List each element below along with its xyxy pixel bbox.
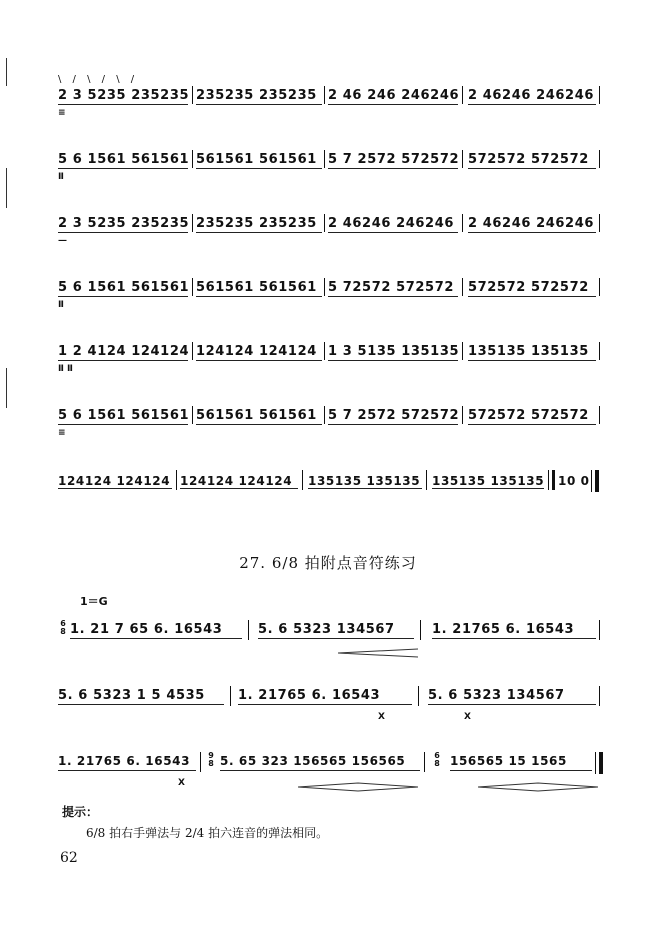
barline xyxy=(462,278,463,296)
final-barline xyxy=(595,752,596,774)
measure: 5 6 1561 561561 xyxy=(58,408,190,423)
measure: 2 46 246 246246 xyxy=(328,88,460,103)
measure: 5. 6 5323 134567 xyxy=(428,688,565,703)
beam-line xyxy=(58,168,188,169)
beam-line xyxy=(428,704,596,705)
beam-line xyxy=(220,770,420,771)
binding-edge-mark xyxy=(6,368,7,408)
barline xyxy=(548,470,549,490)
beam-line xyxy=(196,232,322,233)
beam-line xyxy=(58,704,224,705)
barline xyxy=(248,620,249,640)
measure: 135135 135135 xyxy=(308,474,421,488)
barline xyxy=(192,150,193,168)
measure: 572572 572572 xyxy=(468,152,589,167)
measure: 1. 21765 6. 16543 xyxy=(58,754,191,768)
crescendo-hairpin xyxy=(298,782,418,792)
repeat-barline xyxy=(552,470,555,490)
beam-line xyxy=(58,424,188,425)
fingering-marks: \ / \ / \ / xyxy=(58,74,139,85)
measure: 1 2 4124 124124 xyxy=(58,344,190,359)
measure: 124124 124124 xyxy=(58,474,171,488)
technique-mark: Ⅱ xyxy=(58,300,64,310)
beam-line xyxy=(180,488,298,489)
score-row xyxy=(58,146,608,180)
beam-line xyxy=(196,360,322,361)
beam-line xyxy=(196,424,322,425)
beam-line xyxy=(70,638,242,639)
score-row xyxy=(58,618,608,652)
measure: 235235 235235 xyxy=(196,216,317,231)
beam-line xyxy=(58,360,188,361)
barline xyxy=(599,686,600,706)
measure: 5 6 1561 561561 xyxy=(58,152,190,167)
beam-line xyxy=(258,638,414,639)
page-number: 62 xyxy=(60,850,78,866)
beam-line xyxy=(196,104,322,105)
measure: 124124 124124 xyxy=(180,474,293,488)
beam-line xyxy=(238,704,412,705)
beam-line xyxy=(450,770,592,771)
measure: 572572 572572 xyxy=(468,408,589,423)
accent-x-mark: X xyxy=(378,712,385,722)
beam-line xyxy=(196,168,322,169)
beam-line xyxy=(328,232,458,233)
barline xyxy=(324,214,325,232)
measure: 235235 235235 xyxy=(196,88,317,103)
barline xyxy=(599,278,600,296)
score-row xyxy=(58,210,608,244)
technique-mark: Ⅱ Ⅱ xyxy=(58,364,73,374)
measure: 2 46246 246246 xyxy=(468,216,594,231)
barline xyxy=(599,150,600,168)
score-row xyxy=(58,750,608,788)
accent-x-mark: X xyxy=(464,712,471,722)
final-barline-thick xyxy=(595,470,599,492)
score-row xyxy=(58,402,608,436)
measure: 2 46246 246246 xyxy=(328,216,454,231)
beam-line xyxy=(468,424,596,425)
score-row xyxy=(58,468,608,502)
beam-line xyxy=(432,488,544,489)
barline xyxy=(324,278,325,296)
beam-line xyxy=(328,104,458,105)
barline xyxy=(192,342,193,360)
beam-line xyxy=(432,638,596,639)
measure: 124124 124124 xyxy=(196,344,317,359)
barline xyxy=(324,342,325,360)
technique-mark: — xyxy=(58,236,67,246)
barline xyxy=(324,86,325,104)
key-signature: 1＝G xyxy=(80,595,108,608)
measure: 5 7 2572 572572 xyxy=(328,152,460,167)
measure: 572572 572572 xyxy=(468,280,589,295)
tip-text: 6/8 拍右手弹法与 2/4 拍六连音的弹法相同。 xyxy=(86,826,329,840)
tip-label: 提示： xyxy=(62,805,99,819)
measure: 5 7 2572 572572 xyxy=(328,408,460,423)
crescendo-hairpin xyxy=(338,648,418,658)
beam-line xyxy=(196,296,322,297)
barline xyxy=(192,406,193,424)
measure: 2 46246 246246 xyxy=(468,88,594,103)
barline xyxy=(599,86,600,104)
barline xyxy=(418,686,419,706)
barline xyxy=(324,406,325,424)
crescendo-hairpin xyxy=(478,782,598,792)
measure: 561561 561561 xyxy=(196,152,317,167)
measure: 2 3 5235 235235 xyxy=(58,216,190,231)
barline xyxy=(462,342,463,360)
beam-line xyxy=(58,488,172,489)
beam-line xyxy=(58,296,188,297)
barline xyxy=(230,686,231,706)
measure: 10 0 xyxy=(558,474,590,488)
barline xyxy=(200,752,201,772)
exercise-title: 27. 6/8 拍附点音符练习 xyxy=(239,554,417,572)
measure: 5 6 1561 561561 xyxy=(58,280,190,295)
beam-line xyxy=(468,104,596,105)
score-row xyxy=(58,74,608,118)
measure: 1. 21765 6. 16543 xyxy=(432,622,575,637)
beam-line xyxy=(58,104,188,105)
final-barline xyxy=(591,470,592,492)
beam-line xyxy=(58,232,188,233)
barline xyxy=(420,620,421,640)
measure: 1 3 5135 135135 xyxy=(328,344,460,359)
measure: 135135 135135 xyxy=(468,344,589,359)
binding-edge-mark xyxy=(6,168,7,208)
barline xyxy=(462,406,463,424)
barline xyxy=(192,278,193,296)
barline xyxy=(599,406,600,424)
barline xyxy=(599,620,600,640)
beam-line xyxy=(328,424,458,425)
barline xyxy=(462,86,463,104)
technique-mark: Ⅱ xyxy=(58,172,64,182)
final-barline-thick xyxy=(599,752,603,774)
score-row xyxy=(58,338,608,372)
barline xyxy=(302,470,303,490)
time-signature-change: 9 8 xyxy=(208,751,214,768)
score-row xyxy=(58,684,608,722)
barline xyxy=(462,150,463,168)
barline xyxy=(426,470,427,490)
measure: 5 72572 572572 xyxy=(328,280,454,295)
barline xyxy=(324,150,325,168)
beam-line xyxy=(308,488,422,489)
barline xyxy=(462,214,463,232)
beam-line xyxy=(468,360,596,361)
beam-line xyxy=(468,296,596,297)
beam-line xyxy=(468,168,596,169)
measure: 2 3 5235 235235 xyxy=(58,88,190,103)
measure: 5. 65 323 156565 156565 xyxy=(220,754,406,768)
time-signature: 6 8 xyxy=(60,619,66,636)
barline xyxy=(192,214,193,232)
measure: 5. 6 5323 134567 xyxy=(258,622,395,637)
score-row xyxy=(58,274,608,308)
beam-line xyxy=(328,168,458,169)
measure: 1. 21 7 65 6. 16543 xyxy=(70,622,223,637)
beam-line xyxy=(328,296,458,297)
beam-line xyxy=(468,232,596,233)
measure: 135135 135135 xyxy=(432,474,545,488)
barline xyxy=(424,752,425,772)
barline xyxy=(599,342,600,360)
technique-mark: ≡ xyxy=(58,108,66,118)
measure: 561561 561561 xyxy=(196,408,317,423)
accent-x-mark: X xyxy=(178,778,185,788)
measure: 5. 6 5323 1 5 4535 xyxy=(58,688,205,703)
barline xyxy=(176,470,177,490)
technique-mark: ≡ xyxy=(58,428,66,438)
binding-edge-mark xyxy=(6,58,7,86)
barline xyxy=(192,86,193,104)
measure: 1. 21765 6. 16543 xyxy=(238,688,381,703)
barline xyxy=(599,214,600,232)
beam-line xyxy=(328,360,458,361)
measure: 561561 561561 xyxy=(196,280,317,295)
measure: 156565 15 1565 xyxy=(450,754,567,768)
time-signature-change: 6 8 xyxy=(434,751,440,768)
beam-line xyxy=(58,770,196,771)
